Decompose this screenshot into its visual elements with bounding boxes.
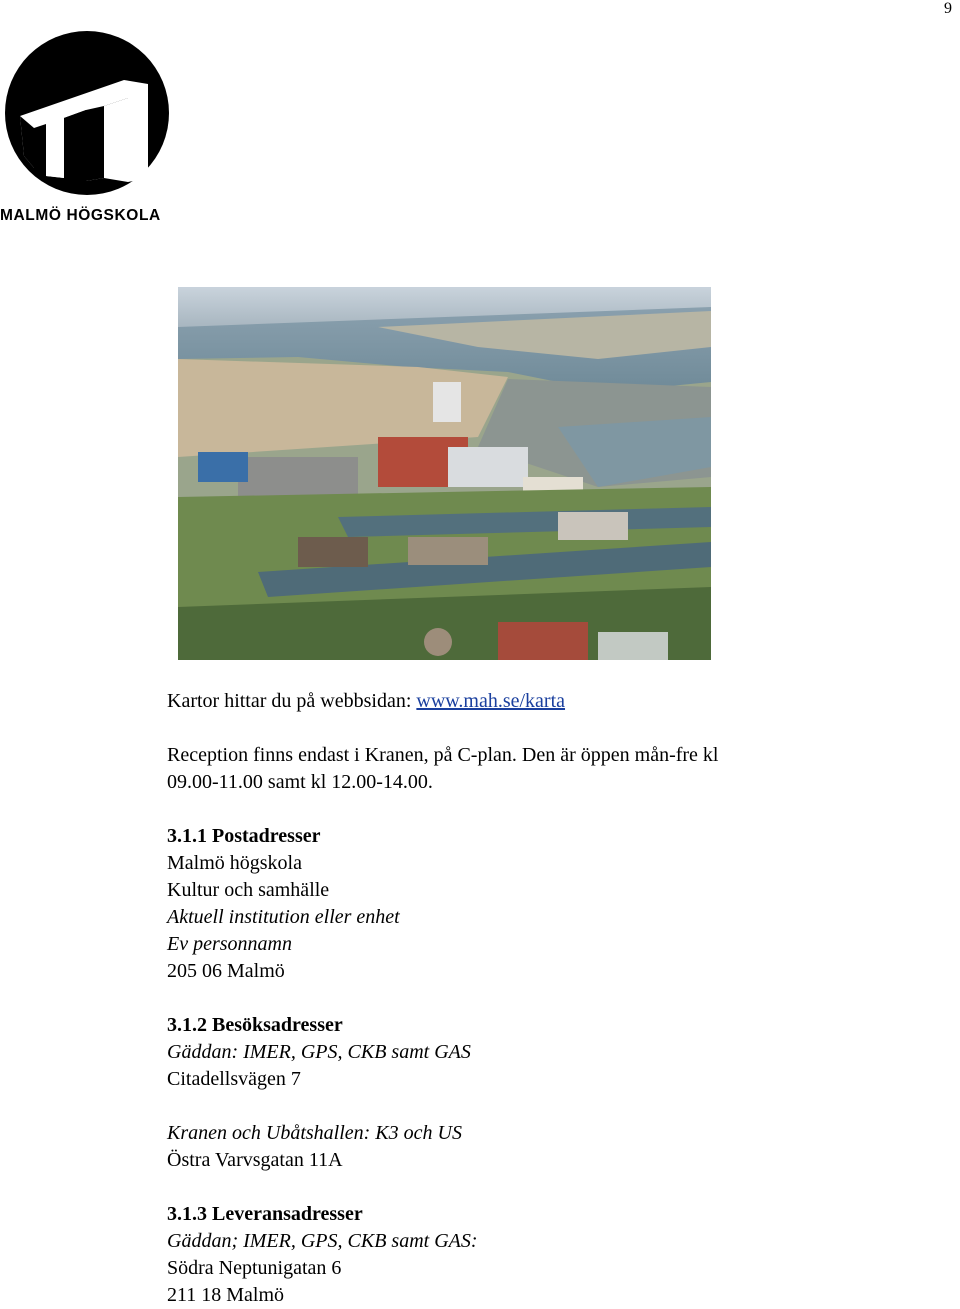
postal-heading: 3.1.1 Postadresser <box>167 825 321 847</box>
kranen-address: Östra Varvsgatan 11A <box>167 1149 343 1171</box>
document-body <box>167 688 927 1309</box>
gaddan-address: Citadellsvägen 7 <box>167 1068 301 1090</box>
aerial-harbor-photo <box>178 287 711 660</box>
postal-line: Kultur och samhälle <box>167 879 330 901</box>
maps-link[interactable]: www.mah.se/karta <box>416 690 566 712</box>
postal-line: Aktuell institution eller enhet <box>167 906 400 928</box>
visit-heading: 3.1.2 Besöksadresser <box>167 1014 343 1036</box>
reception-line-1: Reception finns endast i Kranen, på C-plan. Den är öppen mån-fre kl <box>167 744 719 766</box>
maps-prefix: Kartor hittar du på webbsidan: <box>167 690 417 712</box>
postal-line: Ev personnamn <box>167 933 292 955</box>
delivery-street: Södra Neptunigatan 6 <box>167 1257 342 1279</box>
postal-line: Malmö högskola <box>167 852 302 874</box>
maps-line <box>167 688 927 715</box>
delivery-city: 211 18 Malmö <box>167 1284 285 1306</box>
delivery-label: Gäddan; IMER, GPS, CKB samt GAS: <box>167 1230 478 1252</box>
malmo-hogskola-logo-icon <box>2 28 172 228</box>
delivery-heading: 3.1.3 Leveransadresser <box>167 1203 363 1225</box>
kranen-label: Kranen och Ubåtshallen: K3 och US <box>167 1122 462 1144</box>
gaddan-label: Gäddan: IMER, GPS, CKB samt GAS <box>167 1041 471 1063</box>
postal-line: 205 06 Malmö <box>167 960 285 982</box>
reception-line-2: 09.00-11.00 samt kl 12.00-14.00. <box>167 771 433 793</box>
logo-wordmark: MALMÖ HÖGSKOLA <box>0 207 161 224</box>
page-number: 9 <box>944 0 952 17</box>
